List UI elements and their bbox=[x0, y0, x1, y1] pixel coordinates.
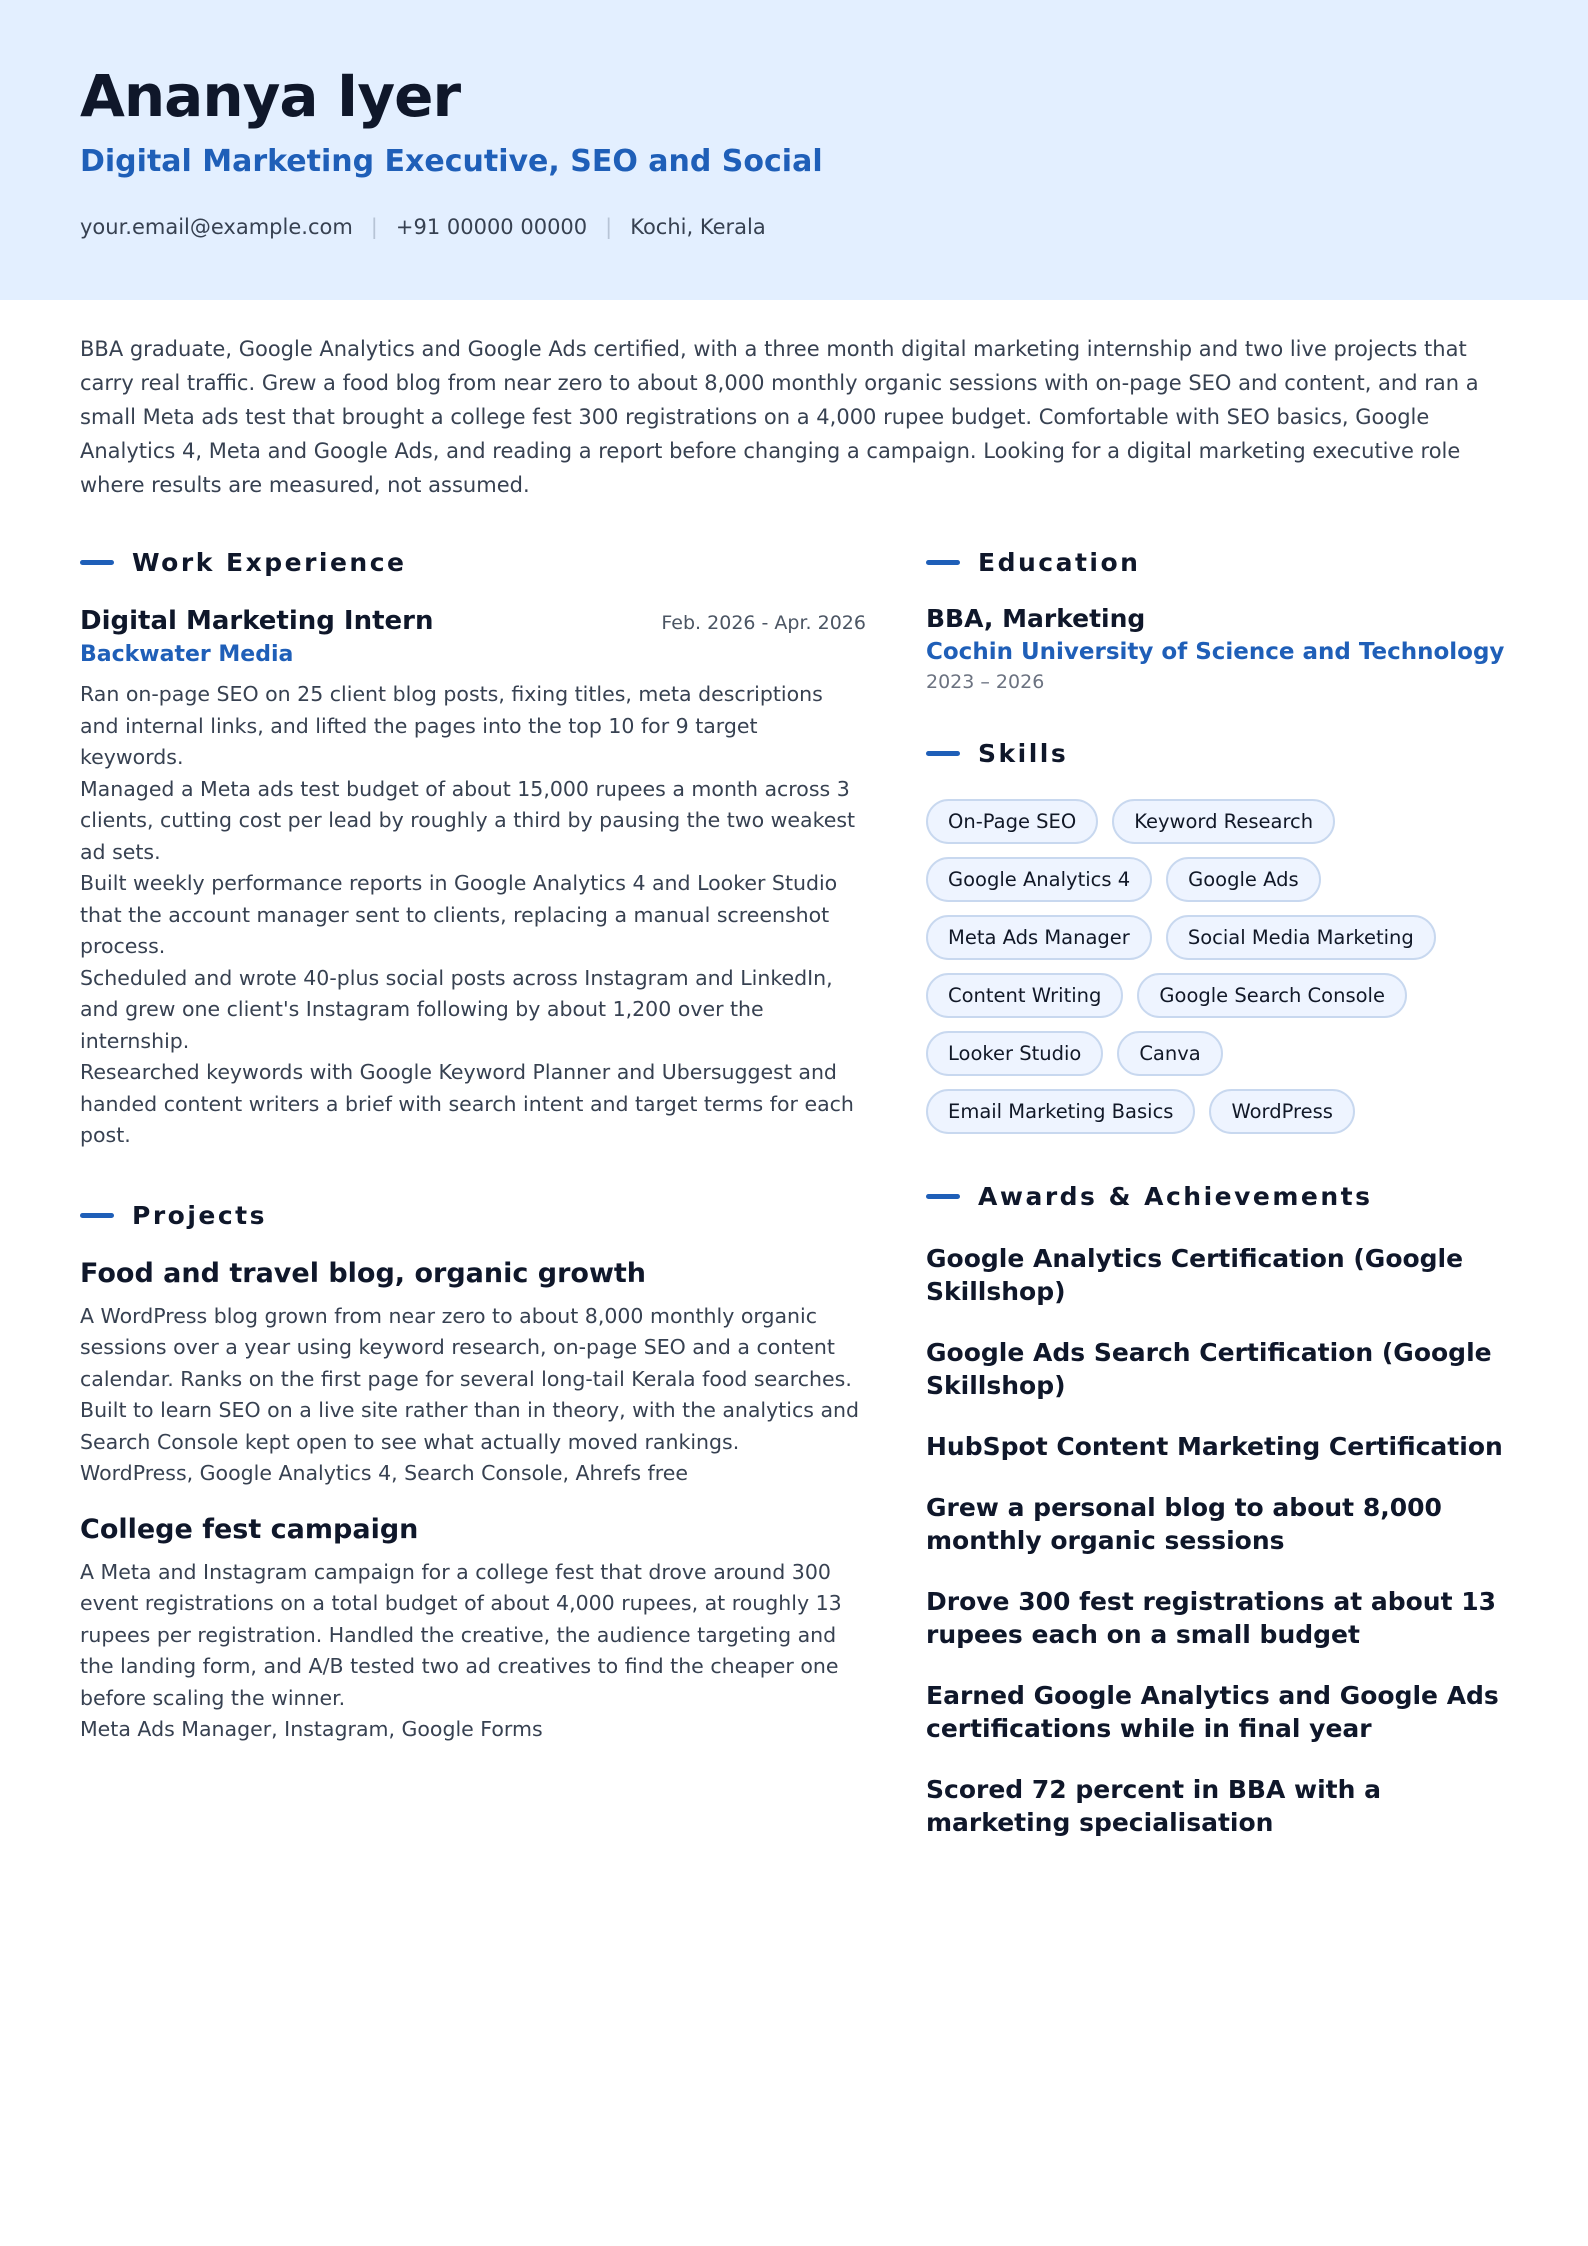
skill-chip: Google Analytics 4 bbox=[926, 857, 1152, 902]
skill-chip: Google Ads bbox=[1166, 857, 1321, 902]
project-item bbox=[80, 1258, 866, 1490]
left-column bbox=[80, 544, 866, 1746]
summary-paragraph: BBA graduate, Google Analytics and Google Ads certified, with a three month digital marketing internship and two live projects that carry real traffic. Grew a food blog from near zero to about 8,000 monthly organic sessions with on-page SEO and content, and ran a small Meta ads test that brought a college fest 300 registrations on a 4,000 rupee budget. Comfortable with SEO basics, Google Analytics 4, Meta and Google Ads, and reading a report before changing a campaign. Looking for a digital marketing executive role where results are measured, not assumed. bbox=[80, 337, 1479, 497]
skills-list bbox=[926, 799, 1486, 1134]
project-description: A WordPress blog grown from near zero to about 8,000 monthly organic sessions over a year using keyword research, on-page SEO and a content calendar. Ranks on the first page for several long-tail Kerala food searches. Built to learn SEO on a live site rather than in theory, with the analytics and Search Console kept open to see what actually moved rankings. bbox=[80, 1303, 860, 1454]
job-role: Digital Marketing Intern bbox=[80, 606, 434, 636]
section-accent-bar bbox=[926, 1194, 960, 1199]
skill-chip: Google Search Console bbox=[1137, 973, 1407, 1018]
skill-chip: Keyword Research bbox=[1112, 799, 1335, 844]
job-bullet: Ran on-page SEO on 25 client blog posts, fixing titles, meta descriptions and internal links, and lifted the pages into the top 10 for 9 target keywords. bbox=[80, 682, 823, 769]
header-banner bbox=[0, 0, 1588, 300]
contact-divider: | bbox=[605, 215, 613, 239]
education-degree: BBA, Marketing bbox=[926, 604, 1146, 633]
project-description: A Meta and Instagram campaign for a college fest that drove around 300 event registrations on a total budget of about 4,000 rupees, at roughly 13 rupees per registration. Handled the creative, the audience targeting and the landing form, and A/B tested two ad creatives to find the cheaper one before scaling the winner. bbox=[80, 1559, 842, 1710]
section-accent-bar bbox=[926, 751, 960, 756]
section-heading-skills bbox=[926, 735, 1526, 771]
section-accent-bar bbox=[80, 1213, 114, 1218]
project-name: College fest campaign bbox=[80, 1513, 419, 1545]
project-tech: Meta Ads Manager, Instagram, Google Forms bbox=[80, 1717, 543, 1741]
job-company: Backwater Media bbox=[80, 642, 294, 667]
email-text: your.email@example.com bbox=[80, 215, 353, 239]
award-item: HubSpot Content Marketing Certification bbox=[926, 1432, 1503, 1461]
award-item: Grew a personal blog to about 8,000 monthly organic sessions bbox=[926, 1493, 1442, 1555]
candidate-title: Digital Marketing Executive, SEO and Social bbox=[80, 144, 823, 179]
skill-chip: Looker Studio bbox=[926, 1031, 1103, 1076]
award-item: Scored 72 percent in BBA with a marketing specialisation bbox=[926, 1775, 1382, 1837]
section-accent-bar bbox=[80, 560, 114, 565]
job-bullet: Managed a Meta ads test budget of about 15,000 rupees a month across 3 clients, cutting cost per lead by roughly a third by pausing the two weakest ad sets. bbox=[80, 776, 856, 864]
section-heading-work bbox=[80, 544, 866, 580]
candidate-name: Ananya Iyer bbox=[80, 62, 461, 130]
skill-chip: Email Marketing Basics bbox=[926, 1089, 1195, 1134]
section-heading-awards bbox=[926, 1178, 1526, 1214]
section-title: Education bbox=[978, 547, 1141, 577]
job-bullet: Researched keywords with Google Keyword Planner and Ubersuggest and handed content writers a brief with search intent and target terms for each post. bbox=[80, 1060, 854, 1147]
skill-chip: Social Media Marketing bbox=[1166, 915, 1436, 960]
right-column bbox=[926, 544, 1526, 1867]
project-name: Food and travel blog, organic growth bbox=[80, 1257, 647, 1289]
project-tech: WordPress, Google Analytics 4, Search Console, Ahrefs free bbox=[80, 1461, 688, 1485]
section-title: Skills bbox=[978, 738, 1069, 768]
job-bullet: Scheduled and wrote 40-plus social posts across Instagram and LinkedIn, and grew one client's Instagram following by about 1,200 over the internship. bbox=[80, 965, 833, 1053]
award-item: Google Analytics Certification (Google Skillshop) bbox=[926, 1244, 1464, 1306]
award-item: Google Ads Search Certification (Google Skillshop) bbox=[926, 1338, 1492, 1400]
section-title: Work Experience bbox=[132, 547, 407, 577]
skill-chip: Canva bbox=[1117, 1031, 1222, 1076]
location-text: Kochi, Kerala bbox=[630, 215, 766, 239]
skill-chip: WordPress bbox=[1209, 1089, 1354, 1134]
contact-divider: | bbox=[370, 215, 378, 239]
contact-line bbox=[80, 215, 766, 239]
section-title: Awards & Achievements bbox=[978, 1181, 1373, 1211]
skill-chip: On-Page SEO bbox=[926, 799, 1098, 844]
award-item: Earned Google Analytics and Google Ads certifications while in final year bbox=[926, 1681, 1499, 1743]
job-dates: Feb. 2026 - Apr. 2026 bbox=[661, 612, 866, 634]
job-bullet: Built weekly performance reports in Google Analytics 4 and Looker Studio that the account manager sent to clients, replacing a manual screenshot process. bbox=[80, 871, 838, 958]
section-accent-bar bbox=[926, 560, 960, 565]
job-header bbox=[80, 606, 866, 636]
job-bullets bbox=[80, 679, 866, 1152]
award-item: Drove 300 fest registrations at about 13 rupees each on a small budget bbox=[926, 1587, 1497, 1649]
education-school: Cochin University of Science and Technology bbox=[926, 639, 1505, 665]
skill-chip: Content Writing bbox=[926, 973, 1123, 1018]
awards-list bbox=[926, 1242, 1526, 1839]
project-item bbox=[80, 1514, 866, 1746]
phone-text: +91 00000 00000 bbox=[395, 215, 588, 239]
section-heading-education bbox=[926, 544, 1526, 580]
section-heading-projects bbox=[80, 1198, 866, 1234]
education-years: 2023 – 2026 bbox=[926, 671, 1045, 693]
skill-chip: Meta Ads Manager bbox=[926, 915, 1152, 960]
section-title: Projects bbox=[132, 1201, 268, 1230]
